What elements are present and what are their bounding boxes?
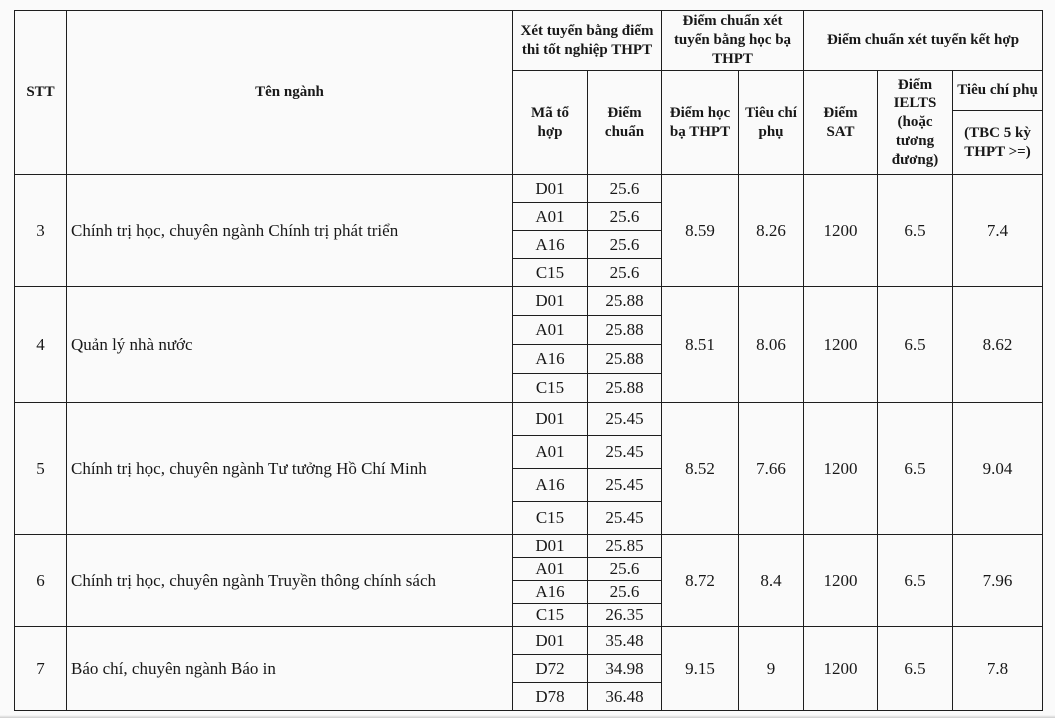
sat-score-cell: 1200 (804, 403, 878, 535)
tbc-score-cell: 9.04 (953, 403, 1043, 535)
major-name-cell: Báo chí, chuyên ngành Báo in (67, 627, 513, 711)
col-header-diem-hoc-ba: Điểm học bạ THPT (662, 71, 739, 175)
combo-score-cell: 25.6 (588, 558, 662, 581)
ielts-score-cell: 6.5 (878, 403, 953, 535)
combo-code-cell: D01 (513, 627, 588, 655)
combo-code-cell: C15 (513, 374, 588, 403)
stt-cell: 7 (15, 627, 67, 711)
combo-score-cell: 25.88 (588, 345, 662, 374)
combo-score-cell: 25.85 (588, 535, 662, 558)
combo-score-cell: 25.45 (588, 502, 662, 535)
combo-score-cell: 25.88 (588, 374, 662, 403)
ielts-score-cell: 6.5 (878, 287, 953, 403)
combo-code-cell: C15 (513, 604, 588, 627)
combo-code-cell: D01 (513, 403, 588, 436)
tieuchiphu-score-cell: 8.06 (739, 287, 804, 403)
col-header-tieu-chi-phu-kethop: Tiêu chí phụ (953, 71, 1043, 111)
tbc-score-cell: 8.62 (953, 287, 1043, 403)
combo-code-cell: A01 (513, 436, 588, 469)
major-name-cell: Chính trị học, chuyên ngành Truyền thông chính sách (67, 535, 513, 627)
combo-score-cell: 26.35 (588, 604, 662, 627)
tbc-score-cell: 7.8 (953, 627, 1043, 711)
combo-code-cell: D78 (513, 683, 588, 711)
combo-score-cell: 25.6 (588, 203, 662, 231)
tbc-score-cell: 7.96 (953, 535, 1043, 627)
table-row (15, 627, 1043, 655)
combo-code-cell: C15 (513, 259, 588, 287)
col-header-diem-ielts: Điểm IELTS (hoặc tương đương) (878, 71, 953, 175)
combo-code-cell: A01 (513, 558, 588, 581)
ielts-score-cell: 6.5 (878, 175, 953, 287)
sat-score-cell: 1200 (804, 535, 878, 627)
combo-code-cell: A01 (513, 203, 588, 231)
major-name-cell: Chính trị học, chuyên ngành Tư tưởng Hồ Chí Minh (67, 403, 513, 535)
combo-code-cell: D01 (513, 175, 588, 203)
combo-code-cell: A16 (513, 469, 588, 502)
combo-code-cell: A16 (513, 231, 588, 259)
col-group-thpt-exam: Xét tuyển bằng điểm thi tốt nghiệp THPT (513, 11, 662, 71)
combo-code-cell: A16 (513, 345, 588, 374)
tieuchiphu-score-cell: 8.26 (739, 175, 804, 287)
combo-code-cell: A16 (513, 581, 588, 604)
col-header-tbc-note: (TBC 5 kỳ THPT >=) (953, 111, 1043, 175)
col-header-tieu-chi-phu: Tiêu chí phụ (739, 71, 804, 175)
combo-score-cell: 25.88 (588, 287, 662, 316)
tieuchiphu-score-cell: 8.4 (739, 535, 804, 627)
sat-score-cell: 1200 (804, 287, 878, 403)
tbc-score-cell: 7.4 (953, 175, 1043, 287)
combo-score-cell: 35.48 (588, 627, 662, 655)
table-header (15, 11, 1043, 175)
combo-score-cell: 25.45 (588, 403, 662, 436)
col-header-ma-to-hop: Mã tổ hợp (513, 71, 588, 175)
col-header-diem-chuan: Điểm chuẩn (588, 71, 662, 175)
ielts-score-cell: 6.5 (878, 535, 953, 627)
table-row (15, 175, 1043, 203)
table-row (15, 403, 1043, 436)
hocba-score-cell: 8.59 (662, 175, 739, 287)
major-name-cell: Quản lý nhà nước (67, 287, 513, 403)
stt-cell: 6 (15, 535, 67, 627)
col-header-stt: STT (15, 11, 67, 175)
combo-code-cell: C15 (513, 502, 588, 535)
sat-score-cell: 1200 (804, 627, 878, 711)
table-row (15, 287, 1043, 316)
combo-code-cell: A01 (513, 316, 588, 345)
hocba-score-cell: 8.51 (662, 287, 739, 403)
ielts-score-cell: 6.5 (878, 627, 953, 711)
combo-score-cell: 25.88 (588, 316, 662, 345)
combo-code-cell: D01 (513, 287, 588, 316)
combo-score-cell: 25.6 (588, 231, 662, 259)
tieuchiphu-score-cell: 7.66 (739, 403, 804, 535)
hocba-score-cell: 8.72 (662, 535, 739, 627)
combo-score-cell: 36.48 (588, 683, 662, 711)
stt-cell: 3 (15, 175, 67, 287)
combo-code-cell: D72 (513, 655, 588, 683)
col-group-kethop: Điểm chuẩn xét tuyển kết hợp (804, 11, 1043, 71)
stt-cell: 4 (15, 287, 67, 403)
table-row (15, 535, 1043, 558)
admission-scores-table (14, 10, 1043, 711)
sat-score-cell: 1200 (804, 175, 878, 287)
hocba-score-cell: 8.52 (662, 403, 739, 535)
col-header-diem-sat: Điểm SAT (804, 71, 878, 175)
stt-cell: 5 (15, 403, 67, 535)
col-group-hocba: Điểm chuẩn xét tuyển bằng học bạ THPT (662, 11, 804, 71)
combo-score-cell: 25.6 (588, 259, 662, 287)
hocba-score-cell: 9.15 (662, 627, 739, 711)
combo-score-cell: 25.6 (588, 581, 662, 604)
tieuchiphu-score-cell: 9 (739, 627, 804, 711)
combo-code-cell: D01 (513, 535, 588, 558)
major-name-cell: Chính trị học, chuyên ngành Chính trị phát triển (67, 175, 513, 287)
combo-score-cell: 25.45 (588, 469, 662, 502)
col-header-ten-nganh: Tên ngành (67, 11, 513, 175)
header-group-row (15, 11, 1043, 71)
combo-score-cell: 25.6 (588, 175, 662, 203)
table-body (15, 175, 1043, 711)
combo-score-cell: 25.45 (588, 436, 662, 469)
combo-score-cell: 34.98 (588, 655, 662, 683)
